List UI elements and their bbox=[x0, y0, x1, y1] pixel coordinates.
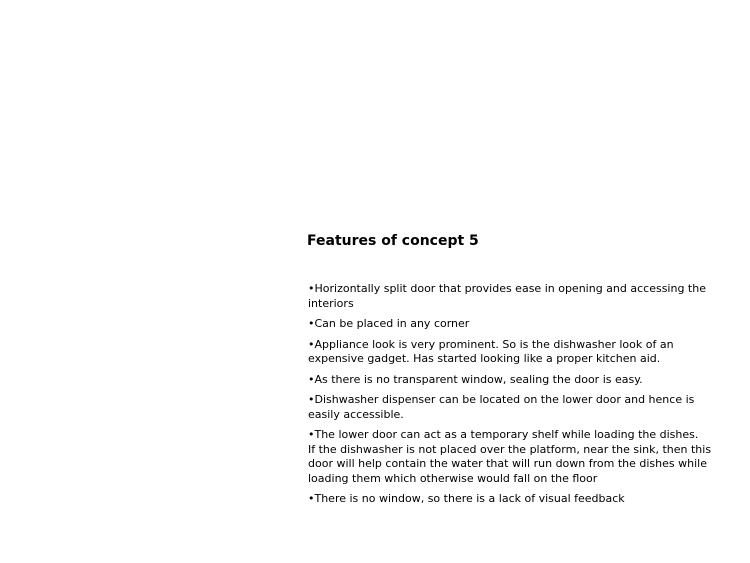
feature-item: •As there is no transparent window, sealing the door is easy. bbox=[308, 372, 643, 386]
feature-list bbox=[308, 282, 718, 513]
feature-item: •Horizontally split door that provides ease in opening and accessing the interiors bbox=[308, 282, 706, 310]
feature-item: •Can be placed in any corner bbox=[308, 317, 470, 330]
feature-item: •Dishwasher dispenser can be located on the lower door and hence is easily accessible. bbox=[308, 393, 695, 421]
feature-item: •Appliance look is very prominent. So is the dishwasher look of an expensive gadget. Has started looking like a proper kitchen aid. bbox=[308, 337, 674, 365]
feature-item: •There is no window, so there is a lack of visual feedback bbox=[308, 492, 625, 505]
feature-item: •The lower door can act as a temporary shelf while loading the dishes. If the dishwasher is not placed over the platform, near the sink, then this door will help contain the water that will run down from the dishes while loading them which otherwise would fall on the floor bbox=[308, 428, 712, 485]
slide-title: Features of concept 5 bbox=[307, 233, 479, 249]
